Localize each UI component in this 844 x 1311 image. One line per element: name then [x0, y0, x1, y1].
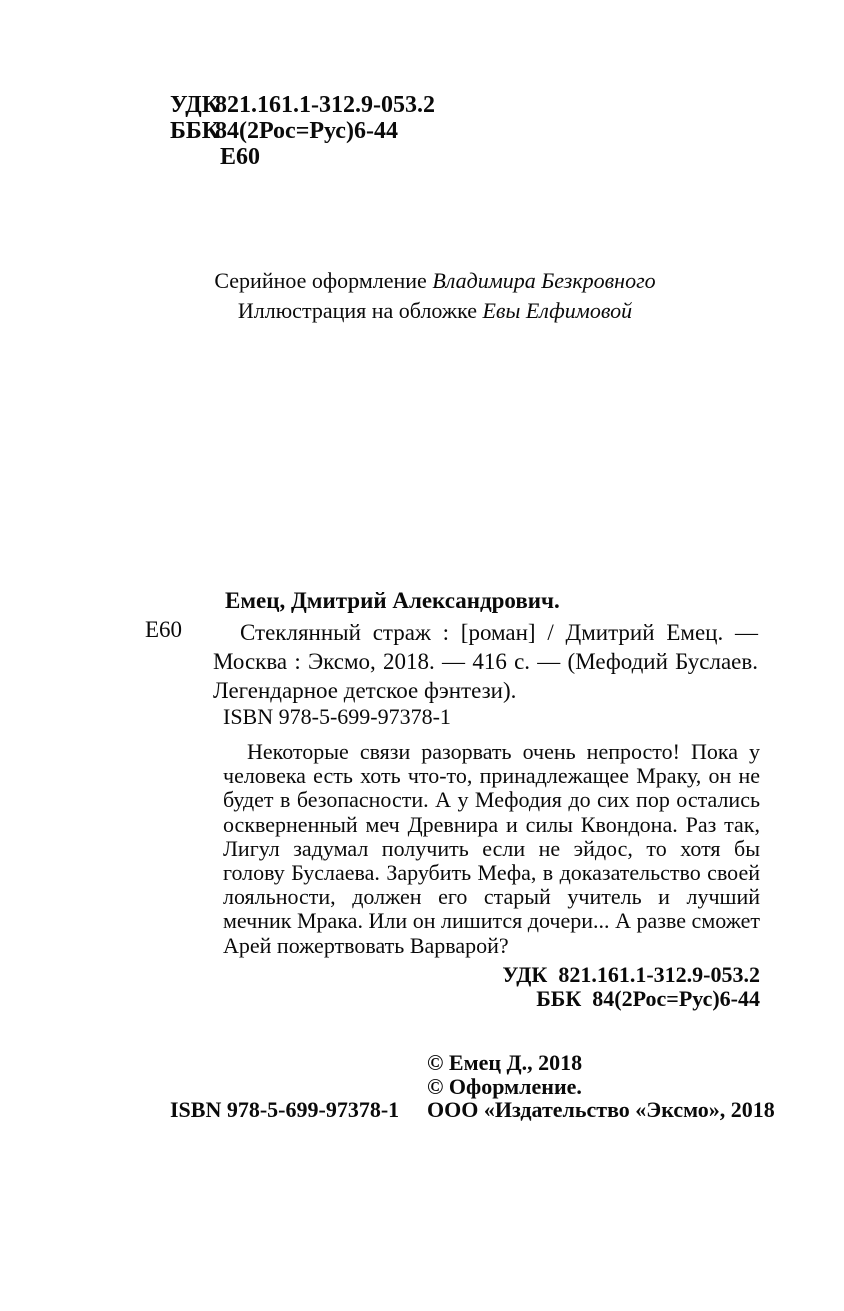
cover-illustration-credit-label: Иллюстрация на обложке	[237, 298, 477, 323]
udk-value-bold: 821.161.1-312.9-053.2	[558, 962, 760, 987]
udk-value: 821.161.1-312.9-053.2	[215, 92, 435, 118]
cover-illustration-credit	[110, 296, 760, 326]
copyright-block	[427, 1051, 775, 1122]
bbk-label: ББК	[170, 118, 220, 144]
bbk-line	[170, 118, 435, 144]
bbk-value: 84(2Рос=Рус)6-44	[215, 118, 398, 144]
annotation-paragraph: Некоторые связи разорвать очень непросто! Пока у человека есть хоть что-то, принадлежащее Мраку, он не будет в безопасности. А у Мефодия до сих пор остались оскверненный меч Древнира и силы Квондона. Раз так, Лигул задумал получить если не эйдос, то хотя бы голову Буслаева. Зарубить Мефа, в доказательство своей лояльности, должен его старый учитель и лучший мечник Мрака. Или он лишится дочери... А разве сможет Арей пожертвовать Варварой?	[223, 739, 760, 958]
udk-label-bold: УДК	[502, 962, 548, 987]
cip-author-heading: Емец, Дмитрий Александрович.	[225, 588, 560, 613]
copyright-author-line: © Емец Д., 2018	[427, 1050, 583, 1075]
series-design-credit-label: Серийное оформление	[214, 268, 427, 293]
bottom-classification-codes	[225, 963, 760, 1010]
top-classification-codes	[170, 92, 435, 170]
cover-illustrator-name: Евы Елфимовой	[482, 298, 633, 323]
bbk-value-bold: 84(2Рос=Рус)6-44	[592, 985, 760, 1011]
series-designer-name: Владимира Безкровного	[432, 268, 656, 293]
cip-bibliographic-description: Стеклянный страж : [роман] / Дмитрий Емец. — Москва : Эксмо, 2018. — 416 с. — (Мефодий Буслаев. Легендарное детское фэнтези).	[213, 620, 758, 703]
author-sign-code: Е60	[220, 144, 261, 170]
publisher-line: ООО «Издательство «Эксмо», 2018	[427, 1097, 775, 1123]
udk-line-bold	[225, 963, 760, 987]
cip-hanging-code: Е60	[145, 617, 183, 642]
udk-label: УДК	[170, 92, 220, 118]
design-credits	[110, 266, 760, 326]
bbk-line-bold	[225, 987, 760, 1011]
isbn-catalog-line: ISBN 978-5-699-97378-1	[223, 704, 451, 729]
copyright-design-line: © Оформление.	[427, 1073, 582, 1099]
isbn-bottom-line: ISBN 978-5-699-97378-1	[170, 1097, 400, 1122]
series-design-credit	[110, 266, 760, 296]
udk-line	[170, 92, 435, 118]
bbk-label-bold: ББК	[536, 985, 582, 1011]
